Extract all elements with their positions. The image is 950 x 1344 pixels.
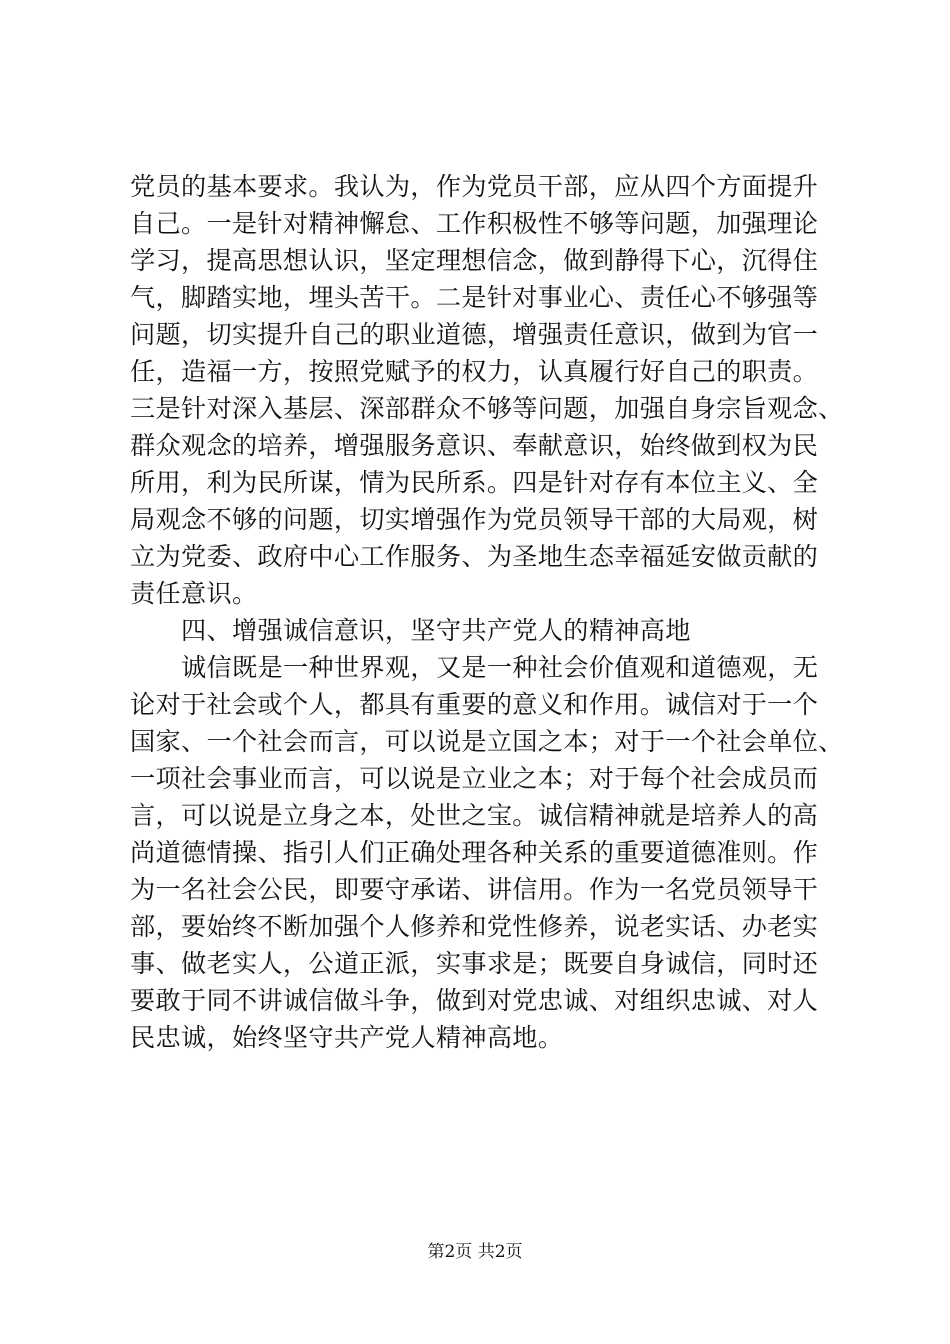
text-line: 国家、一个社会而言，可以说是立国之本；对于一个社会单位、 [130, 727, 844, 756]
text-line: 要敢于同不讲诚信做斗争，做到对党忠诚、对组织忠诚、对人 [130, 986, 819, 1015]
text-line: 学习，提高思想认识，坚定理想信念，做到静得下心，沉得住 [130, 246, 819, 275]
text-line: 事、做老实人，公道正派，实事求是；既要自身诚信，同时还 [130, 949, 819, 978]
text-line: 民忠诚，始终坚守共产党人精神高地。 [130, 1023, 564, 1052]
text-line: 诚信既是一种世界观，又是一种社会价值观和道德观，无 [181, 653, 819, 682]
text-line: 言，可以说是立身之本，处世之宝。诚信精神就是培养人的高 [130, 801, 819, 830]
text-line: 责任意识。 [130, 579, 258, 608]
text-line: 为一名社会公民，即要守承诺、讲信用。作为一名党员领导干 [130, 875, 819, 904]
text-line: 局观念不够的问题，切实增强作为党员领导干部的大局观，树 [130, 505, 819, 534]
text-line: 三是针对深入基层、深部群众不够等问题，加强自身宗旨观念、 [130, 394, 844, 423]
text-line: 尚道德情操、指引人们正确处理各种关系的重要道德准则。作 [130, 838, 819, 867]
text-line: 立为党委、政府中心工作服务、为圣地生态幸福延安做贡献的 [130, 542, 819, 571]
section-heading: 四、增强诚信意识，坚守共产党人的精神高地 [181, 616, 691, 645]
text-line: 气，脚踏实地，埋头苦干。二是针对事业心、责任心不够强等 [130, 283, 819, 312]
text-line: 党员的基本要求。我认为，作为党员干部，应从四个方面提升 [130, 172, 819, 201]
text-line: 一项社会事业而言，可以说是立业之本；对于每个社会成员而 [130, 764, 819, 793]
text-line: 论对于社会或个人，都具有重要的意义和作用。诚信对于一个 [130, 690, 819, 719]
text-line: 所用，利为民所谋，情为民所系。四是针对存有本位主义、全 [130, 468, 819, 497]
text-line: 自己。一是针对精神懈怠、工作积极性不够等问题，加强理论 [130, 209, 819, 238]
text-line: 任，造福一方，按照党赋予的权力，认真履行好自己的职责。 [130, 357, 819, 386]
text-line: 问题，切实提升自己的职业道德，增强责任意识，做到为官一 [130, 320, 819, 349]
body-text [130, 168, 844, 1056]
text-line: 部，要始终不断加强个人修养和党性修养，说老实话、办老实 [130, 912, 819, 941]
page-number-footer: 第2页 共2页 [427, 1242, 523, 1262]
text-line: 群众观念的培养，增强服务意识、奉献意识，始终做到权为民 [130, 431, 819, 460]
